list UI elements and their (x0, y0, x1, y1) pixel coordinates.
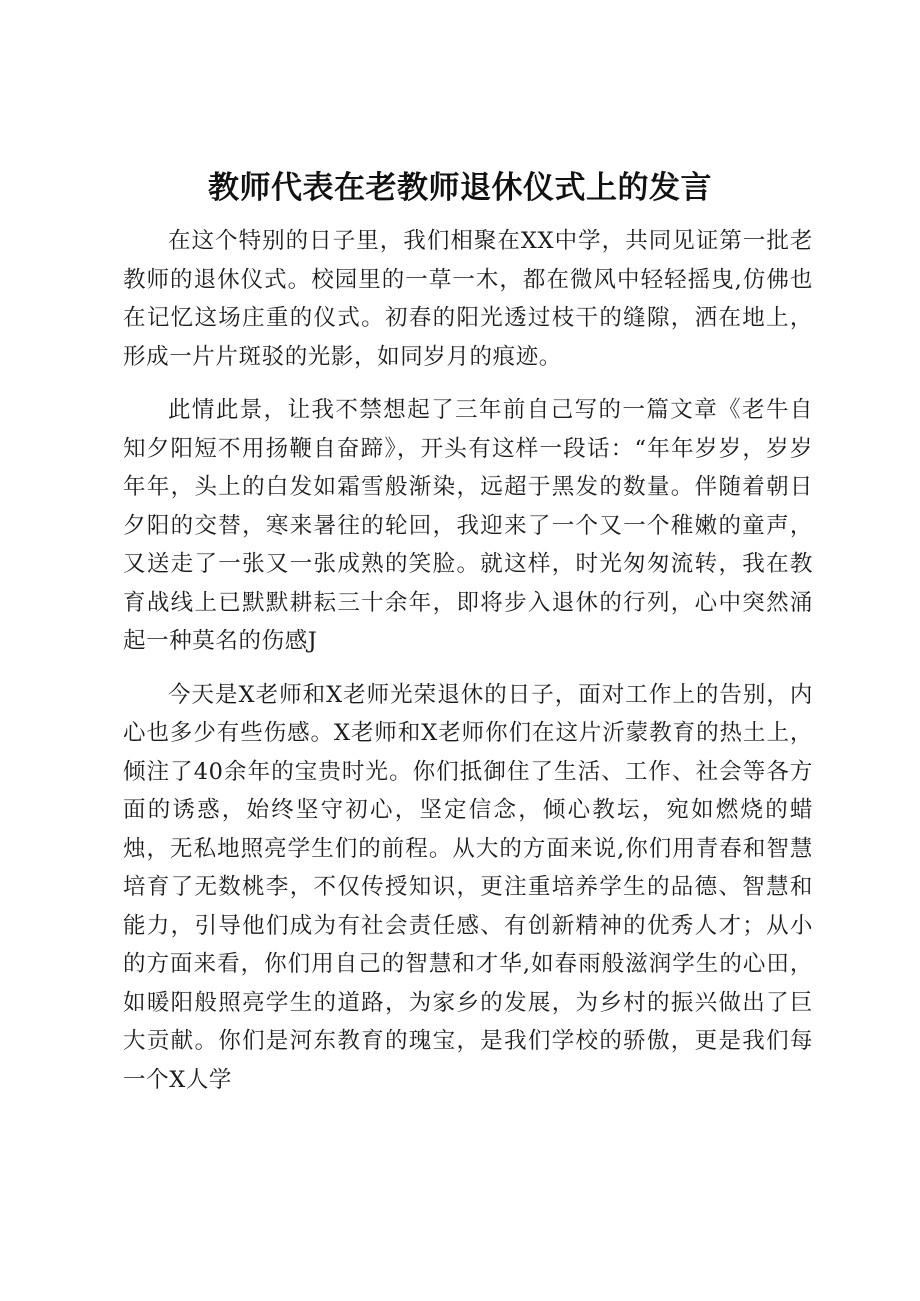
paragraph-tribute: 今天是X老师和X老师光荣退休的日子，面对工作上的告别，内心也多少有些伤感。X老师和X老师你们在这片沂蒙教育的热土上，倾注了40余年的宝贵时光。你们抵御住了生活、工作、社会等各方面的诱惑，始终坚守初心，坚定信念，倾心教坛，宛如燃烧的蜡烛，无私地照亮学生们的前程。从大的方面来说,你们用青春和智慧培育了无数桃李，不仅传授知识，更注重培养学生的品德、智慧和能力，引导他们成为有社会责任感、有创新精神的优秀人才；从小的方面来看，你们用自己的智慧和才华,如春雨般滋润学生的心田，如暖阳般照亮学生的道路，为家乡的发展，为乡村的振兴做出了巨大贡献。你们是河东教育的瑰宝，是我们学校的骄傲，更是我们每一个X人学 (123, 681, 813, 1093)
document-title: 教师代表在老教师退休仪式上的发言 (208, 170, 712, 206)
paragraph-opening: 在这个特别的日子里，我们相聚在XX中学，共同见证第一批老教师的退休仪式。校园里的一草一木，都在微风中轻轻摇曳,仿佛也在记忆这场庄重的仪式。初春的阳光透过枝干的缝隙，洒在地上，形成一片片斑驳的光影，如同岁月的痕迹。 (123, 228, 813, 370)
document-body (123, 222, 813, 1099)
paragraph-recollection: 此情此景，让我不禁想起了三年前自己写的一篇文章《老牛自知夕阳短不用扬鞭自奋蹄》，开头有这样一段话：“年年岁岁，岁岁年年，头上的白发如霜雪般渐染，远超于黑发的数量。伴随着朝日夕阳的交替，寒来暑往的轮回，我迎来了一个又一个稚嫩的童声，又送走了一张又一张成熟的笑脸。就这样，时光匆匆流转，我在教育战线上已默默耕耘三十余年，即将步入退休的行列，心中突然涌起一种莫名的伤感J (123, 397, 813, 654)
